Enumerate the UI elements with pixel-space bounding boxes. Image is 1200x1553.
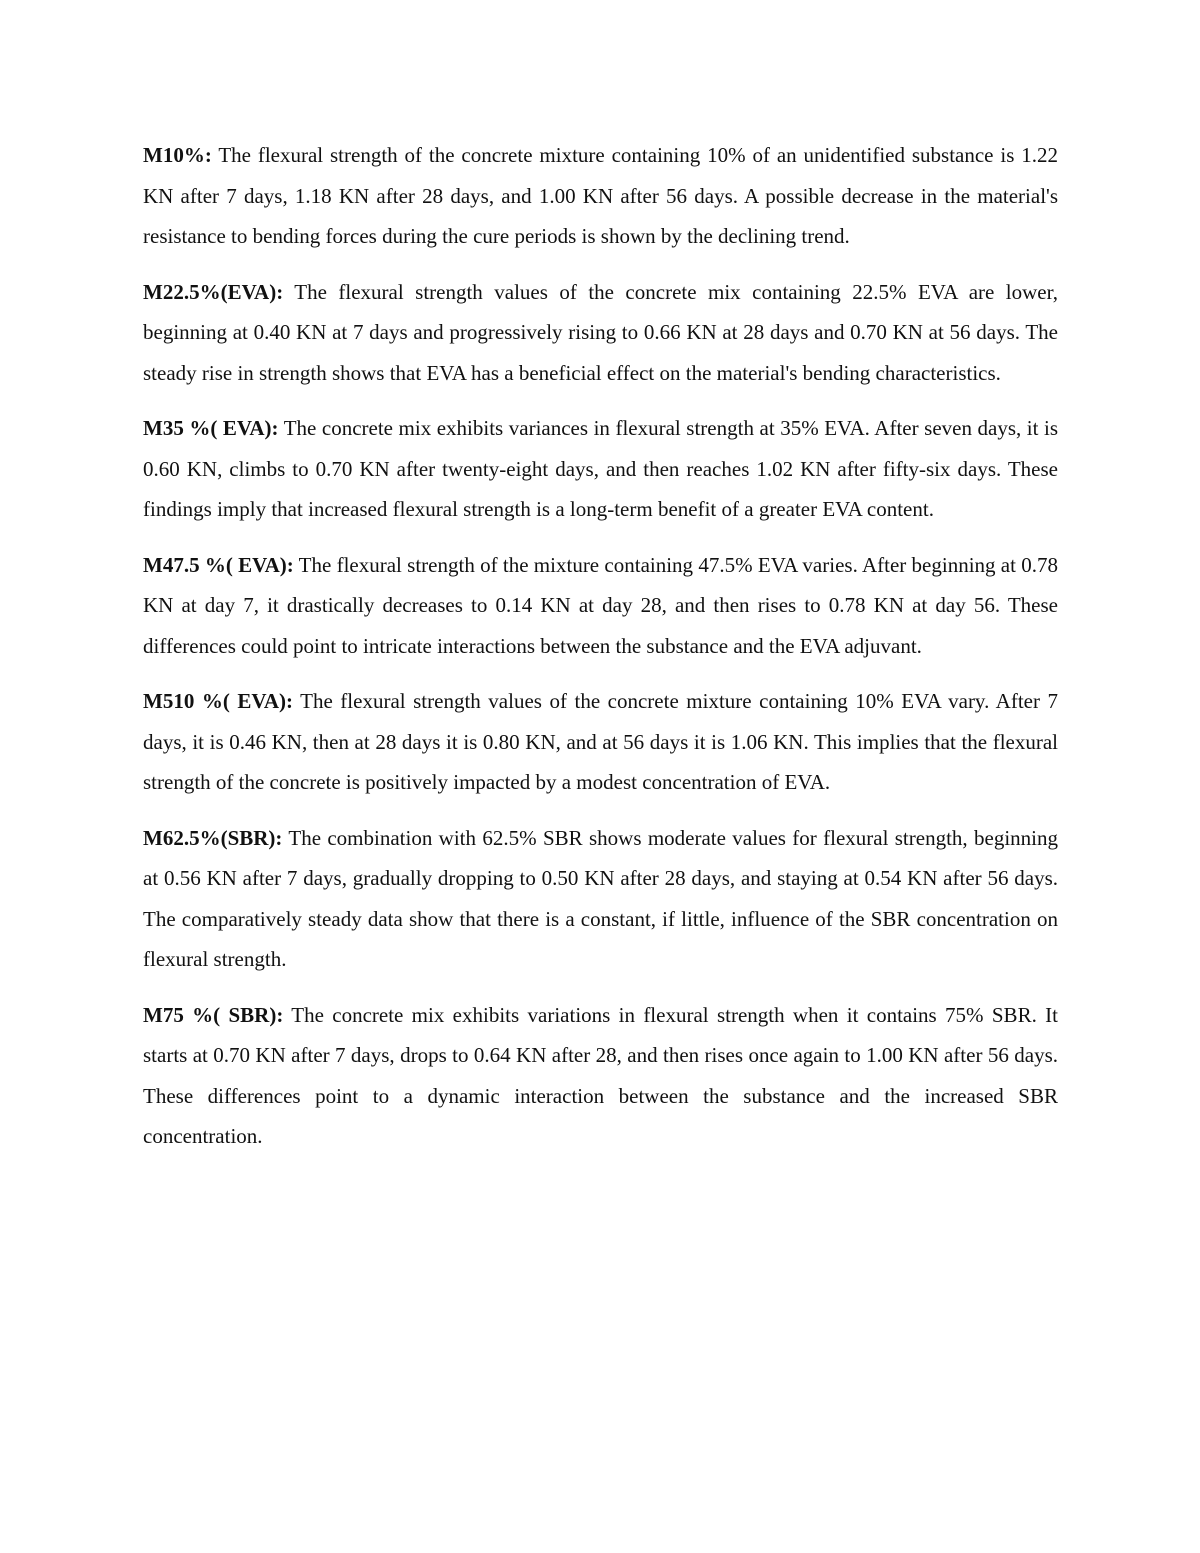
paragraph-text: The concrete mix exhibits variances in flexural strength at 35% EVA. After seven days, it is 0.60 KN, climbs to 0.70 KN after twenty-eight days, and then reaches 1.02 KN after fifty-six days. These findings imply that increased flexural strength is a long-term benefit of a greater EVA content.: [143, 416, 1058, 521]
paragraph-m47-5-eva: [143, 545, 1058, 667]
paragraph-m62-5-sbr: [143, 818, 1058, 980]
paragraph-label: M47.5 %( EVA):: [143, 552, 294, 577]
paragraph-label: M75 %( SBR):: [143, 1002, 284, 1027]
paragraph-text: The flexural strength of the mixture containing 47.5% EVA varies. After beginning at 0.78 KN at day 7, it drastically decreases to 0.14 KN at day 28, and then rises to 0.78 KN at day 56. These differences could point to intricate interactions between the substance and the EVA adjuvant.: [143, 552, 1058, 658]
paragraph-label: M35 %( EVA):: [143, 416, 279, 440]
paragraph-text: The flexural strength values of the concrete mix containing 22.5% EVA are lower, beginning at 0.40 KN at 7 days and progressively rising to 0.66 KN at 28 days and 0.70 KN at 56 days. The steady rise in strength shows that EVA has a beneficial effect on the material's bending characteristics.: [143, 279, 1059, 385]
document-body: [143, 135, 1058, 1172]
paragraph-m510-eva: [143, 681, 1058, 803]
paragraph-text: The flexural strength values of the concrete mixture containing 10% EVA vary. After 7 days, it is 0.46 KN, then at 28 days it is 0.80 KN, and at 56 days it is 1.06 KN. This implies that the flexural strength of the concrete is positively impacted by a modest concentration of EVA.: [143, 689, 1059, 794]
paragraph-label: M62.5%(SBR):: [143, 825, 283, 850]
paragraph-text: The combination with 62.5% SBR shows moderate values for flexural strength, beginning at 0.56 KN after 7 days, gradually dropping to 0.50 KN after 28 days, and staying at 0.54 KN after 56 days. The comparatively steady data show that there is a constant, if little, influence of the SBR concentration on flexural strength.: [143, 825, 1058, 971]
paragraph-m35-eva: [143, 408, 1058, 530]
paragraph-label: M10%:: [143, 143, 212, 167]
paragraph-m22-5-eva: [143, 272, 1058, 394]
paragraph-text: The concrete mix exhibits variations in flexural strength when it contains 75% SBR. It starts at 0.70 KN after 7 days, drops to 0.64 KN after 28, and then rises once again to 1.00 KN after 56 days. These differences point to a dynamic interaction between the substance and the increased SBR concentration.: [143, 1002, 1058, 1148]
paragraph-text: The flexural strength of the concrete mixture containing 10% of an unidentified substance is 1.22 KN after 7 days, 1.18 KN after 28 days, and 1.00 KN after 56 days. A possible decrease in the material's resistance to bending forces during the cure periods is shown by the declining trend.: [143, 143, 1058, 248]
paragraph-label: M22.5%(EVA):: [143, 279, 284, 304]
paragraph-m10: [143, 135, 1058, 257]
paragraph-label: M510 %( EVA):: [143, 689, 293, 713]
paragraph-m75-sbr: [143, 995, 1058, 1157]
